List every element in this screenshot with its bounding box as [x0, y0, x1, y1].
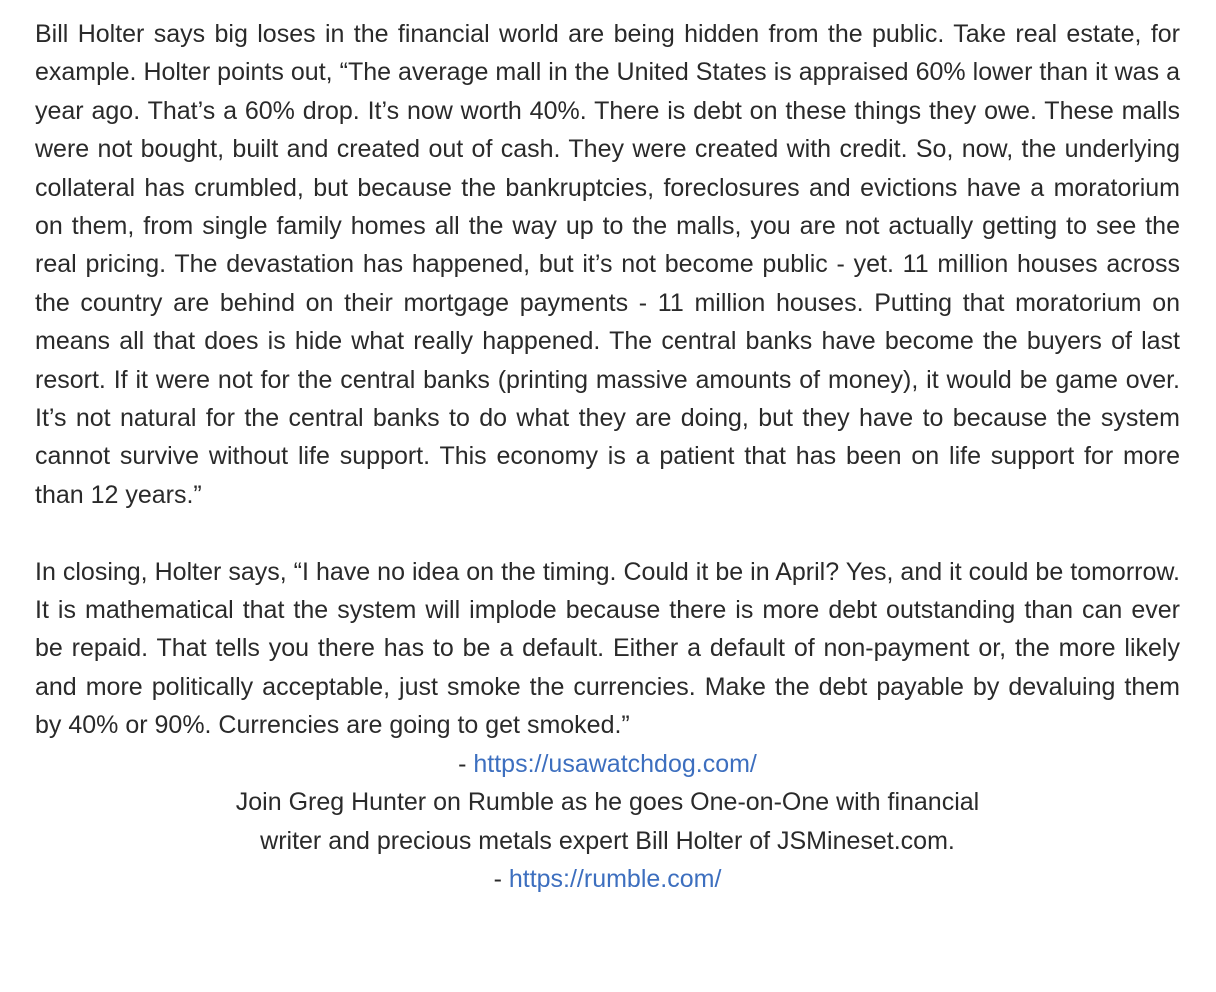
article-body [35, 15, 1180, 898]
caption-line-2: writer and precious metals expert Bill Holter of JSMineset.com. [260, 826, 955, 855]
source-line-usawatchdog [35, 745, 1180, 783]
source-prefix: - [493, 864, 509, 893]
article-paragraph-1: Bill Holter says big loses in the financial world are being hidden from the public. Take real estate, for example. Holter points out, “The average mall in the United States is appraised 60% lower than it was a year ago. That’s a 60% drop. It’s now worth 40%. There is debt on these things they owe. These malls were not bought, built and created out of cash. They were created with credit. So, now, the underlying collateral has crumbled, but because the bankruptcies, foreclosures and evictions have a moratorium on them, from single family homes all the way up to the malls, you are not actually getting to see the real pricing. The devastation has happened, but it’s not become public - yet. 11 million houses across the country are behind on their mortgage payments - 11 million houses. Putting that moratorium on means all that does is hide what really happened. The central banks have become the buyers of last resort. If it were not for the central banks (printing massive amounts of money), it would be game over. It’s not natural for the central banks to do what they are doing, but they have to because the system cannot survive without life support. This economy is a patient that has been on life support for more than 12 years.” [35, 20, 1180, 509]
rumble-link[interactable]: https://rumble.com/ [508, 864, 722, 893]
usawatchdog-link[interactable]: https://usawatchdog.com/ [473, 749, 757, 778]
caption-line-1: Join Greg Hunter on Rumble as he goes One-on-One with financial [235, 788, 980, 817]
source-line-rumble [35, 860, 1180, 898]
source-prefix: - [458, 749, 474, 778]
article-paragraph-2: In closing, Holter says, “I have no idea on the timing. Could it be in April? Yes, and it could be tomorrow. It is mathematical that the system will implode because there is more debt outstanding than can ever be repaid. That tells you there has to be a default. Either a default of non-payment or, the more likely and more politically acceptable, just smoke the currencies. Make the debt payable by devaluing them by 40% or 90%. Currencies are going to get smoked.” [35, 557, 1180, 740]
